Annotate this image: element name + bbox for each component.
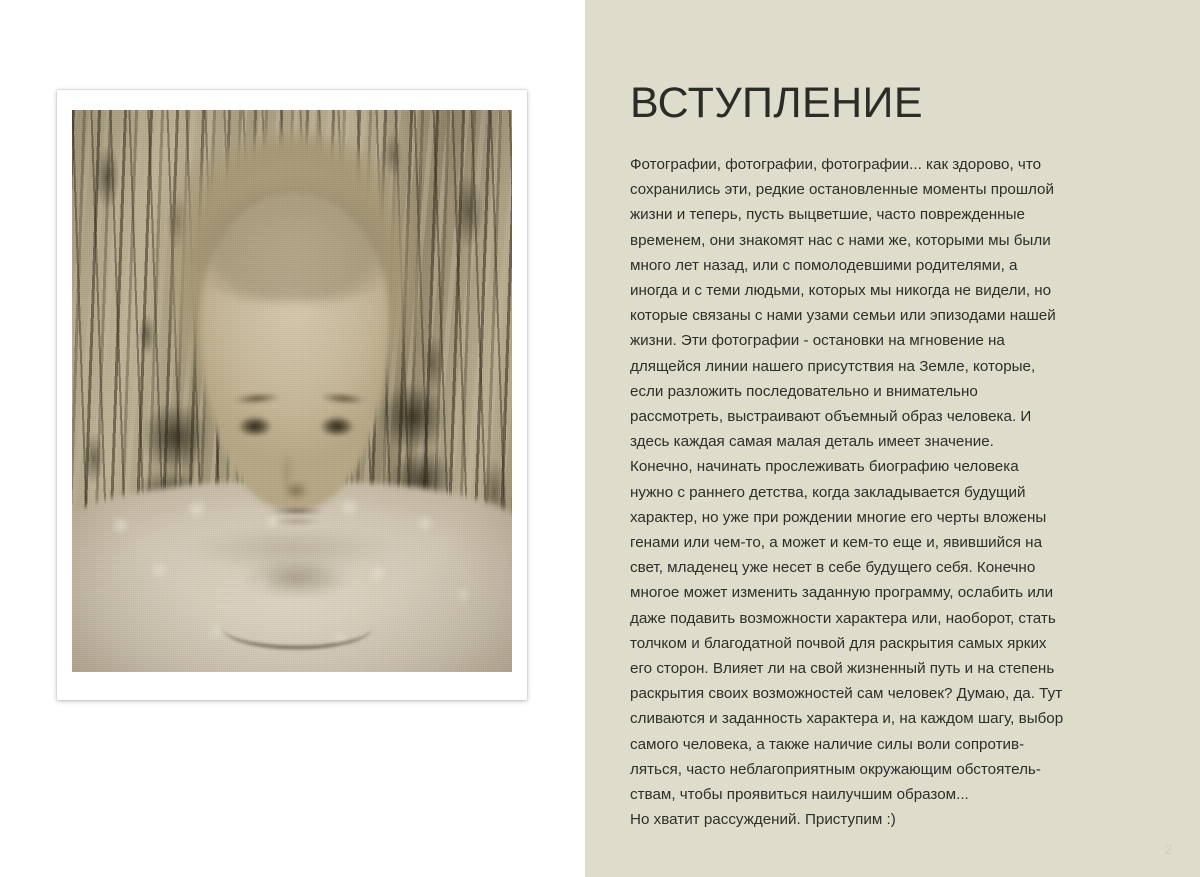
body-text [630, 152, 1158, 832]
body-line: Но хватит рассуждений. Приступим :) [630, 811, 896, 829]
body-line: ляться, часто неблагоприятным окружающим обстоятель- [630, 760, 1041, 778]
body-line: ствам, чтобы проявиться наилучшим образом... [630, 786, 969, 804]
photograph [72, 110, 512, 672]
text-panel [585, 0, 1200, 877]
body-line: раскрытия своих возможностей сам человек? Думаю, да. Тут [630, 685, 1063, 703]
body-line: нужно с раннего детства, когда закладывается будущий [630, 483, 1026, 501]
body-line: самого человека, а также наличие силы воли сопротив- [630, 735, 1025, 753]
body-line: характер, но уже при рождении многие его черты вложены [630, 508, 1047, 526]
page-title: ВСТУПЛЕНИЕ [630, 79, 923, 127]
body-line: свет, младенец уже несет в себе будущего себя. Конечно [630, 559, 1036, 577]
body-line: даже подавить возможности характера или, наоборот, стать [630, 609, 1056, 627]
body-line: длящейся линии нашего присутствия на Земле, которые, [630, 357, 1036, 375]
body-line: жизни и теперь, пусть выцветшие, часто поврежденные [630, 206, 1025, 224]
body-line: Фотографии, фотографии, фотографии... как здорово, что [630, 156, 1042, 173]
body-line: генами или чем-то, а может и кем-то еще и, явившийся на [630, 534, 1043, 552]
body-line: здесь каждая самая малая деталь имеет значение. [630, 433, 994, 451]
body-line: Конечно, начинать прослеживать биографию человека [630, 458, 1019, 476]
body-line: которые связаны с нами узами семьи или эпизодами нашей [630, 307, 1056, 325]
body-line: если разложить последовательно и внимательно [630, 382, 978, 400]
body-line: много лет назад, или с помолодевшими родителями, а [630, 256, 1018, 274]
body-line: толчком и благодатной почвой для раскрытия самых ярких [630, 634, 1047, 652]
body-line: иногда и с теми людьми, которых мы никогда не видели, но [630, 282, 1052, 300]
body-line: временем, они знакомят нас с нами же, которыми мы были [630, 231, 1051, 249]
photo-frame [57, 90, 527, 700]
page-number: 2 [1164, 842, 1172, 857]
body-line: рассмотреть, выстраивают объемный образ человека. И [630, 408, 1032, 426]
body-line: сохранились эти, редкие остановленные моменты прошлой [630, 181, 1054, 199]
photo-film-grain [72, 110, 512, 672]
body-line: многое может изменить заданную программу, ослабить или [630, 584, 1054, 602]
body-line: жизни. Эти фотографии - остановки на мгновение на [630, 332, 1005, 350]
body-line: сливаются и заданность характера и, на каждом шагу, выбор [630, 710, 1064, 728]
body-line: его сторон. Влияет ли на свой жизненный путь и на степень [630, 660, 1055, 678]
